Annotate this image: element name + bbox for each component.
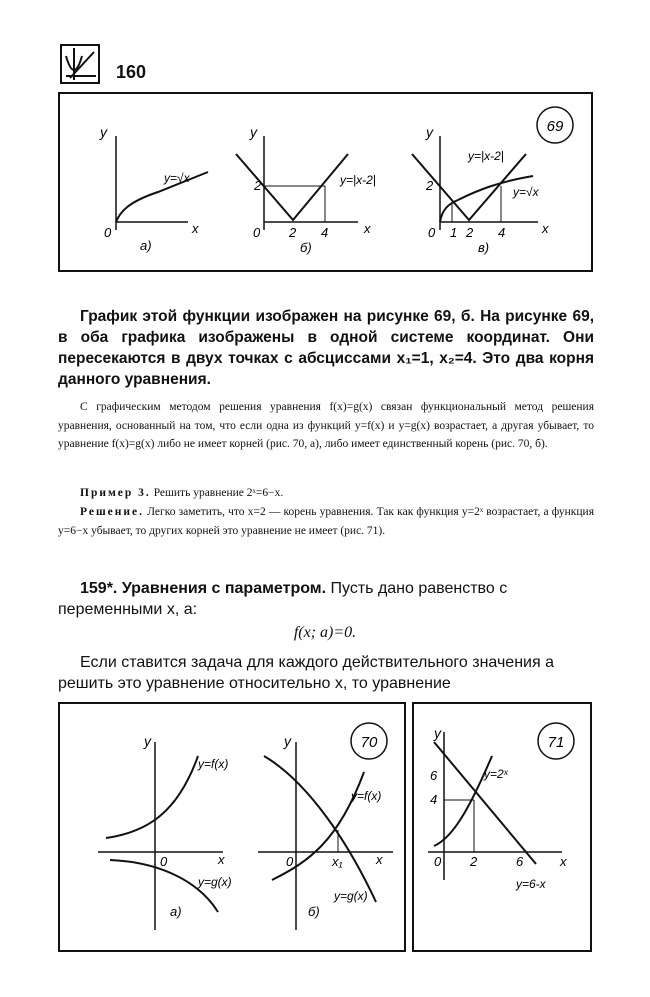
svg-text:y=|x-2|: y=|x-2|: [340, 173, 376, 187]
svg-text:y=f(x): y=f(x): [198, 757, 229, 771]
example-3-text: Решить уравнение 2ˣ=6−x.: [153, 487, 284, 499]
svg-text:x: x: [560, 854, 567, 869]
svg-text:y=g(x): y=g(x): [334, 889, 368, 903]
svg-text:б): б): [300, 240, 312, 255]
section-heading: 159*. Уравнения с параметром.: [80, 580, 327, 597]
svg-text:4: 4: [321, 225, 329, 240]
svg-text:y=2ˣ: y=2ˣ: [484, 767, 508, 781]
svg-text:4: 4: [498, 225, 506, 240]
section-159: [58, 578, 594, 620]
svg-text:а): а): [140, 238, 152, 253]
figure-71-number: 71: [547, 734, 565, 751]
svg-text:x₁: x₁: [332, 854, 343, 869]
svg-text:y: y: [426, 124, 433, 140]
solution-text: Легко заметить, что x=2 — корень уравнения. Так как функция y=2ˣ возрастает, а функция y=6−x убывает, то других корней это уравнение не имеет (рис. 71).: [58, 506, 594, 537]
paragraph-functional-method: С графическим методом решения уравнения f(x)=g(x) связан функциональный метод решения уравнения, основанный на том, что если одна из функций y=f(x) и y=g(x) возрастает, а другая убывает, то уравнение f(x)=g(x) либо не имеет корней (рис. 70, а), либо имеет единственный корень (рис. 70, б).: [58, 401, 594, 450]
svg-text:x: x: [192, 221, 199, 236]
figure-70a: [98, 733, 232, 930]
paragraph-last: Если ставится задача для каждого действительного значения a решить это уравнение относительно x, то уравнение: [58, 654, 554, 692]
svg-text:2: 2: [426, 178, 434, 193]
svg-text:6: 6: [516, 854, 524, 869]
example-3: [58, 484, 594, 503]
svg-text:y=√x: y=√x: [513, 185, 539, 199]
svg-text:y=|x-2|: y=|x-2|: [468, 149, 504, 163]
figure-70: [58, 702, 406, 952]
svg-text:y=f(x): y=f(x): [351, 789, 382, 803]
svg-text:y: y: [284, 733, 291, 749]
svg-text:y: y: [144, 733, 151, 749]
svg-text:0: 0: [286, 854, 294, 869]
svg-text:y=g(x): y=g(x): [198, 875, 232, 889]
figure-70b: [258, 733, 393, 930]
figure-69b: [236, 124, 376, 255]
svg-text:а): а): [170, 904, 182, 919]
svg-text:y=6-x: y=6-x: [516, 877, 546, 891]
formula: f(x; a)=0.: [293, 624, 357, 641]
svg-text:0: 0: [160, 854, 168, 869]
svg-text:6: 6: [430, 768, 438, 783]
svg-text:x: x: [218, 852, 225, 867]
svg-text:y: y: [434, 725, 441, 741]
example-3-label: Пример 3.: [80, 487, 151, 499]
figure-69: [58, 92, 593, 272]
svg-text:2: 2: [470, 854, 478, 869]
book-logo-icon: [60, 44, 100, 84]
svg-text:б): б): [308, 904, 320, 919]
figure-71: [412, 702, 592, 952]
solution: [58, 503, 594, 540]
svg-text:0: 0: [104, 225, 112, 240]
figure-69-number: 69: [546, 118, 564, 135]
section-text: Пусть дано равенство с переменными x, a:: [58, 580, 508, 618]
svg-text:2: 2: [254, 178, 262, 193]
svg-text:0: 0: [434, 854, 442, 869]
svg-text:0: 0: [253, 225, 261, 240]
paragraph-main: График этой функции изображен на рисунке 69, б. На рисунке 69, в оба графика изображены в одной системе координат. Они пересекаются в двух точках с абсциссами x₁=1, x₂=4. Это два корня данного уравнения.: [58, 308, 594, 388]
figure-70-number: 70: [360, 734, 378, 751]
svg-text:y: y: [250, 124, 257, 140]
svg-text:в): в): [478, 240, 490, 255]
figure-69a: [99, 124, 208, 253]
solution-label: Решение.: [80, 506, 145, 518]
svg-text:x: x: [376, 852, 383, 867]
svg-text:2: 2: [466, 225, 474, 240]
svg-text:y=√x: y=√x: [164, 171, 190, 185]
svg-text:x: x: [364, 221, 371, 236]
svg-text:4: 4: [430, 792, 438, 807]
svg-text:x: x: [542, 221, 549, 236]
page-number: 160: [116, 62, 147, 82]
svg-text:2: 2: [289, 225, 297, 240]
svg-text:y: y: [100, 124, 107, 140]
svg-text:1: 1: [450, 225, 458, 240]
figure-69c: [412, 124, 549, 255]
svg-text:0: 0: [428, 225, 436, 240]
